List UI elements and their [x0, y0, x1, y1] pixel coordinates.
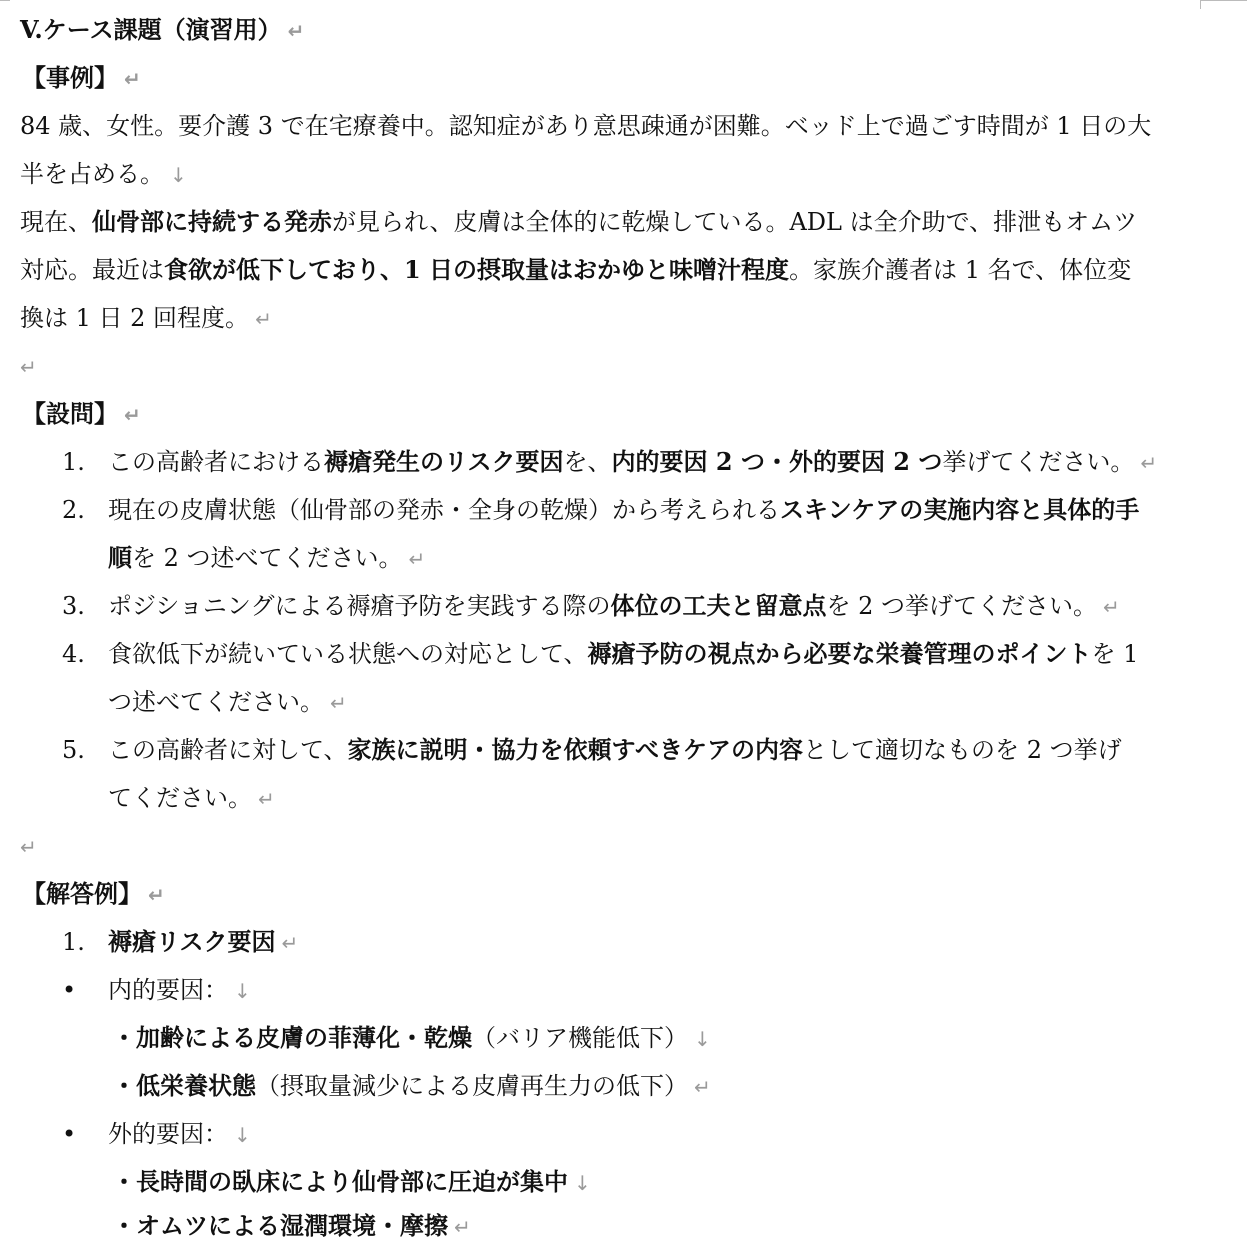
page-corner-mark — [0, 0, 10, 4]
question-number: 1. — [62, 448, 85, 476]
answer-line: ・長時間の臥床により仙骨部に圧迫が集中 ↓ — [112, 1167, 591, 1196]
answer-subheading: 外的要因： ↓ — [108, 1120, 251, 1148]
bullet-icon: • — [62, 1120, 77, 1148]
empty-paragraph: ↵ — [20, 355, 37, 379]
case-paragraph-line: 半を占める。 ↓ — [20, 160, 187, 188]
case-paragraph-line: 換は 1 日 2 回程度。 ↵ — [20, 304, 272, 332]
bullet-icon: • — [62, 976, 77, 1004]
question-number: 2. — [62, 496, 85, 524]
case-paragraph-line: 84 歳、女性。要介護 3 で在宅療養中。認知症があり意思疎通が困難。ベッド上で過ごす時間が 1 日の大 — [20, 112, 1152, 140]
answers-header: 【解答例】 ↵ — [22, 879, 165, 908]
answer-line: ・加齢による皮膚の菲薄化・乾燥（バリア機能低下） ↓ — [112, 1023, 711, 1052]
question-number: 3. — [62, 592, 85, 620]
question-number: 5. — [62, 736, 85, 764]
question-line: 現在の皮膚状態（仙骨部の発赤・全身の乾燥）から考えられるスキンケアの実施内容と具体的手 — [108, 495, 1140, 524]
answer-number: 1. — [62, 928, 85, 956]
questions-header: 【設問】 ↵ — [22, 399, 141, 428]
answer-line: ・オムツによる湿潤環境・摩擦 ↵ — [112, 1211, 471, 1240]
answer-item-title: 褥瘡リスク要因 ↵ — [108, 927, 299, 956]
section-title: V.ケース課題（演習用） ↵ — [20, 15, 305, 44]
case-paragraph-line: 対応。最近は食欲が低下しており、1 日の摂取量はおかゆと味噌汁程度。家族介護者は 1 名で、体位変 — [20, 255, 1132, 284]
question-line: 順を 2 つ述べてください。 ↵ — [108, 543, 426, 572]
empty-paragraph: ↵ — [20, 835, 37, 859]
question-line: つ述べてください。 ↵ — [108, 688, 347, 716]
question-line: てください。 ↵ — [108, 784, 275, 812]
case-header: 【事例】 ↵ — [22, 63, 141, 92]
case-paragraph-line: 現在、仙骨部に持続する発赤が見られ、皮膚は全体的に乾燥している。ADL は全介助で、排泄もオムツ — [20, 207, 1138, 236]
question-number: 4. — [62, 640, 85, 668]
question-line: この高齢者における褥瘡発生のリスク要因を、内的要因 2 つ・外的要因 2 つ挙げてください。 ↵ — [108, 447, 1158, 476]
question-line: 食欲低下が続いている状態への対応として、褥瘡予防の視点から必要な栄養管理のポイントを 1 — [108, 639, 1139, 668]
question-line: ポジショニングによる褥瘡予防を実践する際の体位の工夫と留意点を 2 つ挙げてください。 ↵ — [108, 591, 1120, 620]
answer-subheading: 内的要因： ↓ — [108, 976, 251, 1004]
answer-line: ・低栄養状態（摂取量減少による皮膚再生力の低下） ↵ — [112, 1071, 711, 1100]
question-line: この高齢者に対して、家族に説明・協力を依頼すべきケアの内容として適切なものを 2 つ挙げ — [108, 735, 1122, 764]
page-corner-mark — [1200, 0, 1247, 9]
